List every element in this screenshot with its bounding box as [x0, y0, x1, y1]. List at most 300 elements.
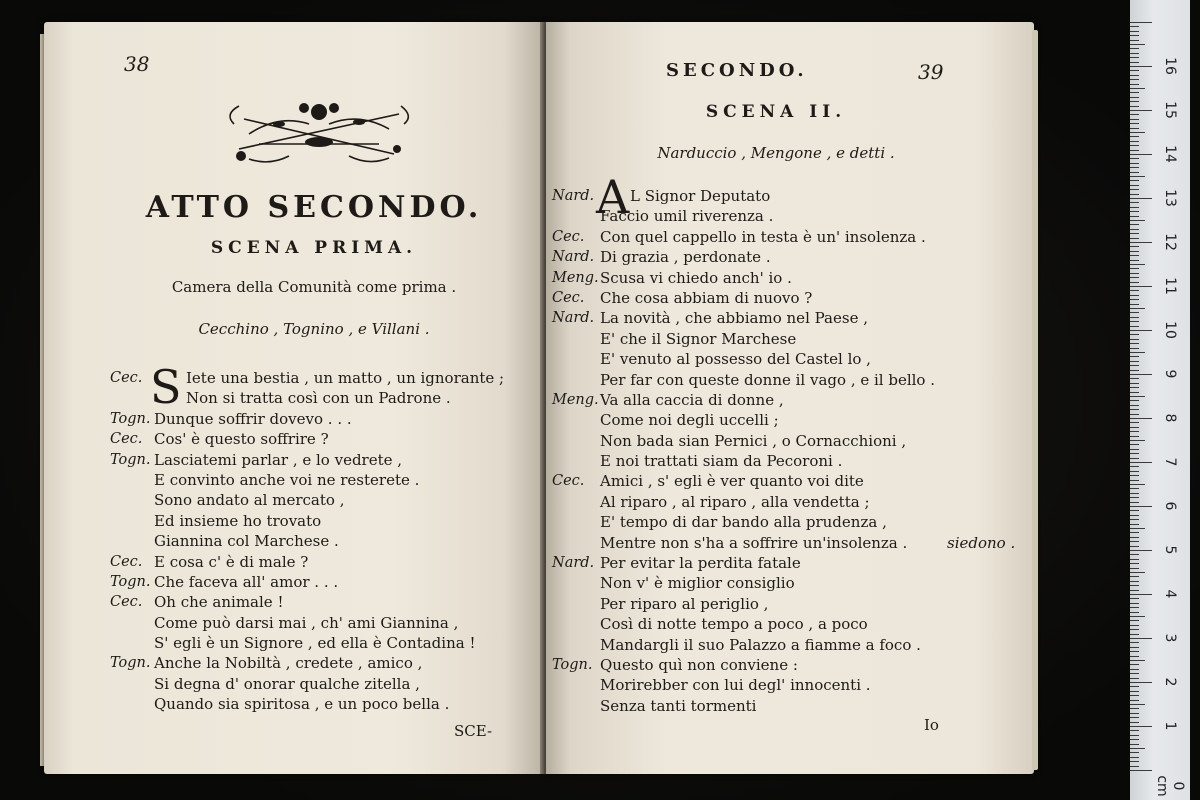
verse-text: Morirebber con lui degl' innocenti .	[600, 676, 871, 695]
verse-text: Al riparo , al riparo , alla vendetta ;	[600, 492, 870, 511]
verse-line	[552, 410, 1022, 430]
ruler-number: 10	[1162, 321, 1178, 339]
verse-line	[552, 696, 1022, 716]
ruler-tick	[1130, 101, 1139, 102]
ruler-tick	[1130, 541, 1139, 542]
ruler-tick	[1130, 744, 1139, 745]
speaker-label: Cec.	[552, 228, 585, 245]
speaker-label: Nard.	[552, 310, 595, 327]
ruler-tick	[1130, 466, 1139, 467]
ruler-tick	[1130, 660, 1145, 661]
ruler-tick	[1130, 497, 1139, 498]
ruler-number: 3	[1162, 633, 1178, 643]
stage-setting: Camera della Comunità come prima .	[171, 278, 457, 296]
ruler-tick	[1130, 383, 1139, 384]
verse-line	[552, 206, 1022, 226]
verse-line	[552, 227, 1022, 247]
ruler-tick	[1130, 282, 1139, 283]
ruler-tick	[1130, 590, 1139, 591]
ruler-tick	[1130, 532, 1139, 533]
verse-text: E' che il Signor Marchese	[600, 329, 797, 348]
open-book	[40, 22, 1040, 778]
ruler-tick	[1130, 598, 1139, 599]
ruler-tick	[1130, 356, 1139, 357]
ruler-tick	[1130, 392, 1139, 393]
ruler-tick	[1130, 114, 1139, 115]
verse-line	[110, 592, 530, 612]
ruler-tick	[1130, 400, 1139, 401]
ruler-tick	[1130, 308, 1145, 309]
ruler-tick	[1130, 761, 1139, 762]
ruler-tick	[1130, 572, 1145, 573]
ruler-tick	[1130, 330, 1152, 331]
ruler-tick	[1130, 396, 1145, 397]
verse-text: Amici , s' egli è ver quanto voi dite	[600, 472, 864, 491]
ruler-tick	[1130, 123, 1139, 124]
ruler-tick	[1130, 352, 1145, 353]
ruler-tick	[1130, 405, 1139, 406]
verse-line	[552, 614, 1022, 634]
verse-line	[110, 653, 530, 673]
ruler-tick	[1130, 172, 1139, 173]
ruler-tick	[1130, 110, 1152, 111]
ruler-tick	[1130, 506, 1152, 507]
speaker-label: Togn.	[110, 410, 151, 427]
ruler-tick	[1130, 334, 1139, 335]
verse-line	[110, 511, 530, 531]
ruler-tick	[1130, 233, 1139, 234]
speaker-label: Nard.	[552, 249, 595, 266]
verse-text: S' egli è un Signore , ed ella è Contadina !	[154, 634, 476, 653]
verse-text: La novità , che abbiamo nel Paese ,	[600, 309, 868, 328]
speaker-label: Togn.	[110, 573, 151, 590]
ruler-number: 14	[1162, 145, 1178, 163]
ruler-tick	[1130, 378, 1139, 379]
ruler-tick	[1130, 488, 1139, 489]
ruler-tick	[1130, 726, 1152, 727]
ruler-tick	[1130, 418, 1152, 419]
ruler-number: 8	[1162, 413, 1178, 423]
verse-line	[552, 247, 1022, 267]
verse-text: Cos' è questo soffrire ?	[154, 430, 329, 449]
verse-line	[110, 572, 530, 592]
ruler-tick	[1130, 620, 1139, 621]
ruler-tick	[1130, 326, 1139, 327]
ruler-number: 1	[1162, 721, 1178, 731]
speaker-label: Cec.	[110, 370, 143, 386]
ruler-tick	[1130, 475, 1139, 476]
ruler-number: 5	[1162, 545, 1178, 555]
verse-text: Scusa vi chiedo anch' io .	[600, 268, 792, 287]
ruler-tick	[1130, 97, 1139, 98]
measuring-ruler	[1130, 0, 1190, 800]
ruler-tick	[1130, 656, 1139, 657]
ruler-tick	[1130, 510, 1139, 511]
ruler-tick	[1130, 374, 1152, 375]
ruler-tick	[1130, 669, 1139, 670]
verse-line	[552, 268, 1022, 288]
stage-direction: siedono .	[947, 533, 1016, 552]
ruler-tick	[1130, 260, 1139, 261]
ruler-tick	[1130, 264, 1145, 265]
ruler-tick	[1130, 480, 1139, 481]
verse-block-right	[552, 170, 1022, 716]
ruler-tick	[1130, 312, 1139, 313]
ruler-number: 2	[1162, 677, 1178, 687]
ruler-tick	[1130, 207, 1139, 208]
ruler-number: 11	[1162, 277, 1178, 295]
speaker-label: Cec.	[110, 553, 143, 570]
ruler-tick	[1130, 757, 1139, 758]
ruler-tick	[1130, 361, 1139, 362]
ruler-tick	[1130, 299, 1139, 300]
ruler-tick	[1130, 119, 1139, 120]
ruler-tick	[1130, 634, 1139, 635]
ruler-tick	[1130, 559, 1139, 560]
ruler-number: 7	[1162, 457, 1178, 467]
ruler-tick	[1130, 493, 1139, 494]
ruler-tick	[1130, 224, 1139, 225]
verse-text: E noi trattati siam da Pecoroni .	[600, 452, 843, 471]
ruler-tick	[1130, 462, 1152, 463]
verse-text: Così di notte tempo a poco , a poco	[600, 615, 868, 634]
speaker-label: Meng.	[552, 269, 599, 286]
speaker-label: Cec.	[552, 289, 585, 306]
verse-text: Sono andato al mercato ,	[154, 491, 345, 510]
ruler-tick	[1130, 273, 1139, 274]
ruler-tick	[1130, 581, 1139, 582]
ruler-tick	[1130, 348, 1139, 349]
verse-line	[110, 552, 530, 572]
verse-line	[552, 451, 1022, 471]
ruler-tick	[1130, 79, 1139, 80]
verse-line	[110, 470, 530, 490]
ruler-tick	[1130, 286, 1152, 287]
ruler-tick	[1130, 290, 1139, 291]
ruler-tick	[1130, 422, 1139, 423]
ruler-number: 4	[1162, 589, 1178, 599]
ruler-tick	[1130, 268, 1139, 269]
verse-text: Dunque soffrir dovevo . . .	[154, 409, 352, 428]
verse-line	[552, 675, 1022, 695]
verse-text: Giannina col Marchese .	[154, 532, 339, 551]
ruler-tick	[1130, 629, 1139, 630]
verse-line	[552, 594, 1022, 614]
ruler-tick	[1130, 594, 1152, 595]
ruler-tick	[1130, 145, 1139, 146]
left-page	[44, 22, 544, 774]
speaker-label: Togn.	[552, 656, 593, 673]
verse-line	[552, 288, 1022, 308]
verse-line	[552, 308, 1022, 328]
speaker-label: Cec.	[552, 473, 585, 490]
ruler-tick	[1130, 370, 1139, 371]
ruler-tick	[1130, 735, 1139, 736]
ruler-tick	[1130, 70, 1139, 71]
ruler-tick	[1130, 40, 1139, 41]
ruler-tick	[1130, 708, 1139, 709]
ruler-tick	[1130, 128, 1139, 129]
catchword-left: SCE-	[454, 722, 493, 740]
ruler-tick	[1130, 700, 1139, 701]
ruler-tick	[1130, 22, 1152, 23]
ruler-tick	[1130, 202, 1139, 203]
verse-text: Questo quì non conviene :	[600, 655, 798, 674]
verse-line	[110, 694, 530, 714]
ruler-tick	[1130, 642, 1139, 643]
ruler-tick	[1130, 528, 1145, 529]
ruler-tick	[1130, 431, 1139, 432]
ruler-tick	[1130, 53, 1139, 54]
ruler-tick	[1130, 524, 1139, 525]
drop-cap: A	[596, 170, 630, 224]
ruler-number: 15	[1162, 101, 1178, 119]
scene-title-right: SCENA II.	[705, 102, 847, 122]
speaker-label: Nard.	[552, 188, 595, 204]
verse-line	[552, 431, 1022, 451]
ruler-tick	[1130, 576, 1139, 577]
speaker-label: Meng.	[552, 391, 599, 408]
scene-title-left: SCENA PRIMA.	[210, 238, 418, 258]
verse-line	[552, 329, 1022, 349]
floral-ornament-icon	[219, 94, 419, 174]
ruler-tick	[1130, 176, 1145, 177]
ruler-tick	[1130, 62, 1139, 63]
ruler-tick	[1130, 436, 1139, 437]
verse-line	[552, 390, 1022, 410]
right-page-edges	[1032, 30, 1038, 770]
verse-text: Non si tratta così con un Padrone .	[186, 389, 451, 408]
verse-text: Mentre non s'ha a soffrire un'insolenza .	[600, 533, 908, 552]
ruler-tick	[1130, 154, 1152, 155]
ruler-tick	[1130, 255, 1139, 256]
ruler-tick	[1130, 295, 1139, 296]
ruler-tick	[1130, 158, 1139, 159]
ruler-tick	[1130, 515, 1139, 516]
ruler-tick	[1130, 238, 1139, 239]
verse-text: Oh che animale !	[154, 593, 284, 612]
ruler-tick	[1130, 519, 1139, 520]
verse-text: E convinto anche voi ne resterete .	[154, 470, 420, 489]
verse-line	[110, 388, 530, 408]
ruler-tick	[1130, 550, 1152, 551]
ruler-tick	[1130, 585, 1139, 586]
verse-text: E cosa c' è di male ?	[154, 552, 309, 571]
verse-line	[552, 573, 1022, 593]
ruler-number: 6	[1162, 501, 1178, 511]
ruler-tick	[1130, 616, 1145, 617]
verse-line	[110, 490, 530, 510]
ruler-tick	[1130, 484, 1145, 485]
ruler-tick	[1130, 449, 1139, 450]
ruler-tick	[1130, 409, 1139, 410]
ruler-tick	[1130, 730, 1139, 731]
ruler-tick	[1130, 163, 1139, 164]
verse-line	[552, 349, 1022, 369]
ruler-tick	[1130, 211, 1139, 212]
ruler-tick	[1130, 189, 1139, 190]
ruler-tick	[1130, 568, 1139, 569]
ruler-tick	[1130, 150, 1139, 151]
ruler-tick	[1130, 554, 1139, 555]
ruler-tick	[1130, 220, 1145, 221]
ruler-tick	[1130, 136, 1139, 137]
ruler-tick	[1130, 132, 1145, 133]
right-page	[546, 22, 1034, 774]
verse-line	[110, 450, 530, 470]
ruler-unit-label: 0 cm	[1154, 775, 1186, 797]
verse-text: Con quel cappello in testa è un' insolenza .	[600, 227, 926, 246]
ruler-tick	[1130, 704, 1145, 705]
ruler-tick	[1130, 167, 1139, 168]
verse-line	[552, 492, 1022, 512]
ruler-tick	[1130, 695, 1139, 696]
verse-text: E' tempo di dar bando alla prudenza ,	[600, 513, 887, 532]
ruler-tick	[1130, 321, 1139, 322]
speaker-label: Cec.	[110, 594, 143, 611]
ruler-tick	[1130, 739, 1139, 740]
ruler-tick	[1130, 88, 1145, 89]
verse-line	[110, 633, 530, 653]
ruler-tick	[1130, 752, 1139, 753]
ruler-tick	[1130, 242, 1152, 243]
ruler-number: 9	[1162, 369, 1178, 379]
ruler-tick	[1130, 365, 1139, 366]
ruler-tick	[1130, 563, 1139, 564]
verse-line	[110, 613, 530, 633]
ruler-tick	[1130, 440, 1145, 441]
ruler-tick	[1130, 471, 1139, 472]
ruler-tick	[1130, 106, 1139, 107]
ruler-tick	[1130, 343, 1139, 344]
ruler-tick	[1130, 722, 1139, 723]
verse-text: Anche la Nobiltà , credete , amico ,	[154, 654, 423, 673]
ruler-tick	[1130, 66, 1152, 67]
ruler-tick	[1130, 678, 1139, 679]
verse-line	[110, 409, 530, 429]
character-list-right: Narduccio , Mengone , e detti .	[657, 144, 895, 162]
verse-text: Lasciatemi parlar , e lo vedrete ,	[154, 450, 403, 469]
verse-block-left	[110, 360, 530, 715]
ruler-number: 12	[1162, 233, 1178, 251]
verse-line	[552, 512, 1022, 532]
ruler-tick	[1130, 770, 1152, 771]
ruler-tick	[1130, 84, 1139, 85]
verse-text: E' venuto al possesso del Castel lo ,	[600, 350, 871, 369]
act-title: ATTO SECONDO.	[145, 190, 483, 225]
page-number-left: 38	[124, 52, 150, 76]
ruler-tick	[1130, 339, 1139, 340]
ruler-tick	[1130, 304, 1139, 305]
verse-text: Iete una bestia , un matto , un ignorante ;	[186, 369, 505, 387]
verse-text: Senza tanti tormenti	[600, 696, 757, 715]
ruler-tick	[1130, 444, 1139, 445]
verse-line	[552, 370, 1022, 390]
ruler-tick	[1130, 31, 1139, 32]
ruler-tick	[1130, 682, 1152, 683]
ruler-tick	[1130, 537, 1139, 538]
ruler-tick	[1130, 387, 1139, 388]
verse-line	[110, 674, 530, 694]
catchword-right: Io	[924, 716, 939, 734]
ruler-tick	[1130, 198, 1152, 199]
ruler-tick	[1130, 35, 1139, 36]
ruler-tick	[1130, 216, 1139, 217]
speaker-label: Togn.	[110, 655, 151, 672]
verse-text: L Signor Deputato	[630, 187, 771, 205]
verse-line	[552, 533, 1022, 553]
verse-text: Per riparo al periglio ,	[600, 594, 769, 613]
ruler-tick	[1130, 48, 1139, 49]
page-number-right: 39	[918, 60, 944, 84]
drop-cap: S	[150, 360, 182, 414]
ruler-tick	[1130, 638, 1152, 639]
verse-text: Non bada sian Pernici , o Cornacchioni ,	[600, 431, 907, 450]
ruler-tick	[1130, 317, 1139, 318]
ruler-tick	[1130, 651, 1139, 652]
ruler-tick	[1130, 185, 1139, 186]
verse-line	[110, 429, 530, 449]
speaker-label: Togn.	[110, 451, 151, 468]
ruler-tick	[1130, 458, 1139, 459]
ruler-tick	[1130, 277, 1139, 278]
ruler-tick	[1130, 453, 1139, 454]
ruler-tick	[1130, 647, 1139, 648]
verse-text: Che cosa abbiam di nuovo ?	[600, 288, 813, 307]
ruler-tick	[1130, 766, 1139, 767]
speaker-label: Nard.	[552, 555, 595, 572]
ruler-tick	[1130, 427, 1139, 428]
verse-text: Per far con queste donne il vago , e il bello .	[600, 370, 936, 389]
verse-text: Di grazia , perdonate .	[600, 248, 771, 267]
ruler-tick	[1130, 75, 1139, 76]
ruler-tick	[1130, 229, 1139, 230]
character-list-left: Cecchino , Tognino , e Villani .	[198, 320, 430, 338]
ruler-tick	[1130, 664, 1139, 665]
verse-line	[552, 635, 1022, 655]
verse-line	[552, 655, 1022, 675]
ruler-tick	[1130, 748, 1145, 749]
verse-text: Che faceva all' amor . . .	[154, 572, 339, 591]
ruler-tick	[1130, 246, 1139, 247]
ruler-tick	[1130, 686, 1139, 687]
ruler-tick	[1130, 414, 1139, 415]
ruler-tick	[1130, 717, 1139, 718]
ruler-tick	[1130, 57, 1139, 58]
verse-text: Ed insieme ho trovato	[154, 511, 322, 530]
ruler-tick	[1130, 612, 1139, 613]
verse-text: Come può darsi mai , ch' ami Giannina ,	[154, 613, 459, 632]
verse-text: Per evitar la perdita fatale	[600, 554, 801, 573]
ruler-number: 13	[1162, 189, 1178, 207]
verse-text: Si degna d' onorar qualche zitella ,	[154, 674, 420, 693]
ruler-tick	[1130, 180, 1139, 181]
ruler-tick	[1130, 44, 1145, 45]
ruler-tick	[1130, 502, 1139, 503]
ruler-tick	[1130, 141, 1139, 142]
verse-text: Non v' è miglior consiglio	[600, 574, 795, 593]
verse-text: Mandargli il suo Palazzo a fiamme a foco .	[600, 635, 921, 654]
speaker-label: Cec.	[110, 431, 143, 448]
ruler-tick	[1130, 92, 1139, 93]
verse-text: Va alla caccia di donne ,	[600, 390, 784, 409]
ruler-tick	[1130, 26, 1139, 27]
ruler-tick	[1130, 713, 1139, 714]
verse-line	[552, 471, 1022, 491]
ruler-tick	[1130, 603, 1139, 604]
verse-text: Faccio umil riverenza .	[600, 207, 774, 226]
running-head: SECONDO.	[666, 60, 808, 81]
